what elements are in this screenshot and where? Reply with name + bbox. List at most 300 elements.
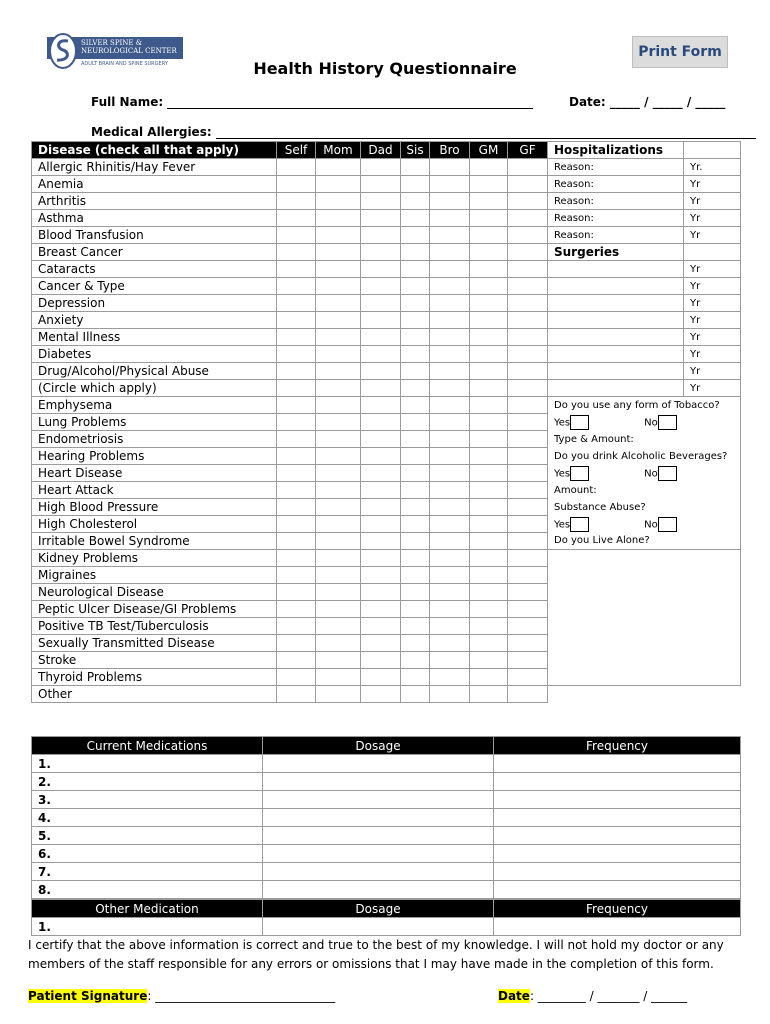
table-row (32, 244, 548, 261)
check-cell-dad[interactable] (361, 193, 401, 210)
check-cell-bro[interactable] (430, 397, 470, 414)
substance-yes-checkbox[interactable] (570, 517, 589, 532)
check-cell-sis[interactable] (401, 159, 430, 176)
check-cell-mom[interactable] (316, 482, 361, 499)
check-cell-gm[interactable] (470, 278, 508, 295)
alcohol-yes-checkbox[interactable] (570, 466, 589, 481)
frequency-field[interactable] (494, 863, 741, 881)
dosage-field[interactable] (263, 827, 494, 845)
frequency-field[interactable] (494, 845, 741, 863)
check-cell-gf[interactable] (508, 312, 548, 329)
check-cell-gf[interactable] (508, 533, 548, 550)
check-cell-gf[interactable] (508, 669, 548, 686)
check-cell-gf[interactable] (508, 159, 548, 176)
check-cell-self[interactable] (277, 584, 316, 601)
check-cell-gf[interactable] (508, 516, 548, 533)
surgery-field (548, 261, 684, 278)
check-cell-bro[interactable] (430, 295, 470, 312)
tobacco-no-label: No (644, 417, 658, 428)
check-cell-mom[interactable] (316, 363, 361, 380)
check-cell-bro[interactable] (430, 176, 470, 193)
check-cell-self[interactable] (277, 278, 316, 295)
check-cell-gf[interactable] (508, 176, 548, 193)
check-cell-gm[interactable] (470, 193, 508, 210)
check-cell-dad[interactable] (361, 414, 401, 431)
check-cell-dad[interactable] (361, 380, 401, 397)
check-cell-self[interactable] (277, 601, 316, 618)
check-cell-mom[interactable] (316, 244, 361, 261)
check-cell-mom[interactable] (316, 193, 361, 210)
hosp-year-field[interactable]: Yr (684, 210, 741, 227)
check-cell-bro[interactable] (430, 533, 470, 550)
check-cell-sis[interactable] (401, 686, 430, 703)
check-cell-gf[interactable] (508, 584, 548, 601)
check-cell-bro[interactable] (430, 278, 470, 295)
check-cell-gf[interactable] (508, 618, 548, 635)
check-cell-bro[interactable] (430, 448, 470, 465)
check-cell-gf[interactable] (508, 635, 548, 652)
medication-name-field[interactable]: 5. (32, 827, 263, 845)
check-cell-gm[interactable] (470, 516, 508, 533)
check-cell-self[interactable] (277, 261, 316, 278)
check-cell-mom[interactable] (316, 159, 361, 176)
check-cell-mom[interactable] (316, 312, 361, 329)
check-cell-mom[interactable] (316, 431, 361, 448)
check-cell-gm[interactable] (470, 210, 508, 227)
check-cell-self[interactable] (277, 533, 316, 550)
check-cell-sis[interactable] (401, 499, 430, 516)
check-cell-bro[interactable] (430, 380, 470, 397)
check-cell-bro[interactable] (430, 652, 470, 669)
substance-no-checkbox[interactable] (658, 517, 677, 532)
check-cell-gm[interactable] (470, 244, 508, 261)
check-cell-mom[interactable] (316, 686, 361, 703)
check-cell-dad[interactable] (361, 397, 401, 414)
check-cell-gf[interactable] (508, 601, 548, 618)
check-cell-sis[interactable] (401, 176, 430, 193)
check-cell-dad[interactable] (361, 601, 401, 618)
frequency-field[interactable] (494, 773, 741, 791)
hosp-year-field[interactable]: Yr (684, 193, 741, 210)
alcohol-no-checkbox[interactable] (658, 466, 677, 481)
check-cell-sis[interactable] (401, 601, 430, 618)
check-cell-bro[interactable] (430, 210, 470, 227)
print-form-button[interactable]: Print Form (632, 36, 728, 68)
hosp-year-field[interactable]: Yr. (684, 159, 741, 176)
check-cell-gf[interactable] (508, 465, 548, 482)
check-cell-bro[interactable] (430, 261, 470, 278)
check-cell-bro[interactable] (430, 431, 470, 448)
check-cell-dad[interactable] (361, 210, 401, 227)
check-cell-dad[interactable] (361, 516, 401, 533)
frequency-field[interactable] (494, 809, 741, 827)
check-cell-self[interactable] (277, 295, 316, 312)
frequency-field[interactable] (494, 791, 741, 809)
medication-name-field[interactable]: 8. (32, 881, 263, 899)
surgery-field (548, 295, 684, 312)
check-cell-bro[interactable] (430, 193, 470, 210)
surgery-year-field[interactable]: Yr (684, 380, 741, 397)
check-cell-self[interactable] (277, 414, 316, 431)
check-cell-dad[interactable] (361, 363, 401, 380)
dosage-field[interactable] (263, 881, 494, 899)
check-cell-self[interactable] (277, 210, 316, 227)
check-cell-gm[interactable] (470, 380, 508, 397)
check-cell-gf[interactable] (508, 482, 548, 499)
check-cell-mom[interactable] (316, 584, 361, 601)
check-cell-sis[interactable] (401, 210, 430, 227)
check-cell-gf[interactable] (508, 210, 548, 227)
check-cell-gm[interactable] (470, 414, 508, 431)
surgery-year-field[interactable]: Yr (684, 346, 741, 363)
check-cell-mom[interactable] (316, 550, 361, 567)
check-cell-gm[interactable] (470, 448, 508, 465)
check-cell-self[interactable] (277, 567, 316, 584)
check-cell-gf[interactable] (508, 499, 548, 516)
table-row (32, 686, 548, 703)
check-cell-gm[interactable] (470, 482, 508, 499)
check-cell-sis[interactable] (401, 652, 430, 669)
check-cell-mom[interactable] (316, 414, 361, 431)
check-cell-mom[interactable] (316, 329, 361, 346)
check-cell-gm[interactable] (470, 176, 508, 193)
check-cell-self[interactable] (277, 550, 316, 567)
medication-name-field[interactable]: 3. (32, 791, 263, 809)
check-cell-bro[interactable] (430, 482, 470, 499)
table-row (32, 533, 548, 550)
check-cell-mom[interactable] (316, 380, 361, 397)
check-cell-sis[interactable] (401, 346, 430, 363)
check-cell-gm[interactable] (470, 686, 508, 703)
check-cell-bro[interactable] (430, 584, 470, 601)
check-cell-sis[interactable] (401, 227, 430, 244)
check-cell-bro[interactable] (430, 686, 470, 703)
check-cell-mom[interactable] (316, 652, 361, 669)
full-name-label: Full Name: (91, 95, 164, 109)
check-cell-dad[interactable] (361, 550, 401, 567)
check-cell-sis[interactable] (401, 414, 430, 431)
check-cell-sis[interactable] (401, 295, 430, 312)
check-cell-sis[interactable] (401, 278, 430, 295)
check-cell-sis[interactable] (401, 584, 430, 601)
check-cell-dad[interactable] (361, 278, 401, 295)
check-cell-gm[interactable] (470, 584, 508, 601)
col-header-dad: Dad (361, 142, 401, 159)
check-cell-dad[interactable] (361, 227, 401, 244)
dosage-field[interactable] (263, 918, 494, 936)
check-cell-mom[interactable] (316, 176, 361, 193)
check-cell-dad[interactable] (361, 159, 401, 176)
check-cell-mom[interactable] (316, 465, 361, 482)
check-cell-dad[interactable] (361, 635, 401, 652)
check-cell-dad[interactable] (361, 499, 401, 516)
check-cell-self[interactable] (277, 363, 316, 380)
check-cell-self[interactable] (277, 312, 316, 329)
check-cell-gm[interactable] (470, 669, 508, 686)
check-cell-self[interactable] (277, 193, 316, 210)
check-cell-gf[interactable] (508, 261, 548, 278)
dosage-field[interactable] (263, 791, 494, 809)
check-cell-sis[interactable] (401, 669, 430, 686)
check-cell-mom[interactable] (316, 278, 361, 295)
check-cell-mom[interactable] (316, 618, 361, 635)
frequency-field[interactable] (494, 918, 741, 936)
table-row (32, 584, 548, 601)
hosp-reason-field: Reason: (548, 227, 684, 244)
check-cell-gm[interactable] (470, 567, 508, 584)
hospitalizations-blank[interactable] (684, 142, 741, 159)
check-cell-dad[interactable] (361, 652, 401, 669)
check-cell-sis[interactable] (401, 448, 430, 465)
check-cell-gf[interactable] (508, 363, 548, 380)
check-cell-sis[interactable] (401, 482, 430, 499)
check-cell-sis[interactable] (401, 516, 430, 533)
surgery-year-field[interactable]: Yr (684, 329, 741, 346)
check-cell-sis[interactable] (401, 431, 430, 448)
check-cell-dad[interactable] (361, 295, 401, 312)
check-cell-self[interactable] (277, 159, 316, 176)
surgery-year-field[interactable]: Yr (684, 363, 741, 380)
check-cell-gm[interactable] (470, 227, 508, 244)
check-cell-bro[interactable] (430, 465, 470, 482)
hosp-year-field[interactable]: Yr (684, 176, 741, 193)
check-cell-bro[interactable] (430, 567, 470, 584)
check-cell-sis[interactable] (401, 363, 430, 380)
check-cell-mom[interactable] (316, 210, 361, 227)
dosage-header: Dosage (263, 737, 494, 755)
check-cell-gf[interactable] (508, 227, 548, 244)
check-cell-mom[interactable] (316, 448, 361, 465)
check-cell-gf[interactable] (508, 397, 548, 414)
check-cell-sis[interactable] (401, 312, 430, 329)
medication-name-field[interactable]: 1. (32, 755, 263, 773)
check-cell-bro[interactable] (430, 329, 470, 346)
check-cell-gf[interactable] (508, 346, 548, 363)
check-cell-gf[interactable] (508, 567, 548, 584)
check-cell-dad[interactable] (361, 482, 401, 499)
check-cell-gm[interactable] (470, 533, 508, 550)
check-cell-gf[interactable] (508, 431, 548, 448)
disease-name: Asthma (32, 210, 277, 227)
check-cell-dad[interactable] (361, 244, 401, 261)
check-cell-sis[interactable] (401, 329, 430, 346)
check-cell-sis[interactable] (401, 397, 430, 414)
check-cell-self[interactable] (277, 448, 316, 465)
check-cell-gf[interactable] (508, 278, 548, 295)
check-cell-self[interactable] (277, 380, 316, 397)
medication-name-field[interactable]: 6. (32, 845, 263, 863)
check-cell-gf[interactable] (508, 329, 548, 346)
table-row (32, 652, 548, 669)
check-cell-sis[interactable] (401, 244, 430, 261)
check-cell-sis[interactable] (401, 635, 430, 652)
full-name-field[interactable] (167, 95, 533, 109)
check-cell-gm[interactable] (470, 261, 508, 278)
check-cell-mom[interactable] (316, 533, 361, 550)
check-cell-dad[interactable] (361, 346, 401, 363)
disease-name: Depression (32, 295, 277, 312)
check-cell-dad[interactable] (361, 176, 401, 193)
check-cell-self[interactable] (277, 465, 316, 482)
check-cell-sis[interactable] (401, 465, 430, 482)
check-cell-self[interactable] (277, 244, 316, 261)
check-cell-mom[interactable] (316, 346, 361, 363)
medication-name-field[interactable]: 2. (32, 773, 263, 791)
check-cell-bro[interactable] (430, 499, 470, 516)
check-cell-dad[interactable] (361, 312, 401, 329)
tobacco-question: Do you use any form of Tobacco? (554, 399, 720, 411)
check-cell-gf[interactable] (508, 380, 548, 397)
frequency-field[interactable] (494, 827, 741, 845)
check-cell-self[interactable] (277, 686, 316, 703)
check-cell-bro[interactable] (430, 601, 470, 618)
check-cell-sis[interactable] (401, 550, 430, 567)
check-cell-bro[interactable] (430, 550, 470, 567)
check-cell-self[interactable] (277, 329, 316, 346)
hosp-year-field[interactable]: Yr (684, 227, 741, 244)
check-cell-sis[interactable] (401, 567, 430, 584)
check-cell-dad[interactable] (361, 669, 401, 686)
surgery-year-field[interactable]: Yr (684, 295, 741, 312)
check-cell-gf[interactable] (508, 193, 548, 210)
check-cell-dad[interactable] (361, 448, 401, 465)
check-cell-gm[interactable] (470, 431, 508, 448)
check-cell-dad[interactable] (361, 329, 401, 346)
check-cell-self[interactable] (277, 431, 316, 448)
check-cell-gm[interactable] (470, 329, 508, 346)
check-cell-self[interactable] (277, 652, 316, 669)
check-cell-mom[interactable] (316, 261, 361, 278)
check-cell-gm[interactable] (470, 363, 508, 380)
allergies-field[interactable] (216, 125, 756, 139)
frequency-field[interactable] (494, 881, 741, 899)
check-cell-gm[interactable] (470, 601, 508, 618)
patient-signature-field[interactable]: : ______________________________ (147, 989, 336, 1003)
check-cell-self[interactable] (277, 397, 316, 414)
check-cell-self[interactable] (277, 482, 316, 499)
surgery-year-field[interactable]: Yr (684, 261, 741, 278)
check-cell-mom[interactable] (316, 635, 361, 652)
check-cell-dad[interactable] (361, 567, 401, 584)
substance-row-cell (548, 499, 741, 516)
table-row (32, 278, 548, 295)
check-cell-sis[interactable] (401, 533, 430, 550)
check-cell-mom[interactable] (316, 397, 361, 414)
check-cell-dad[interactable] (361, 533, 401, 550)
check-cell-sis[interactable] (401, 380, 430, 397)
check-cell-gm[interactable] (470, 499, 508, 516)
check-cell-self[interactable] (277, 176, 316, 193)
check-cell-gm[interactable] (470, 346, 508, 363)
dosage-field[interactable] (263, 845, 494, 863)
check-cell-gm[interactable] (470, 312, 508, 329)
check-cell-sis[interactable] (401, 193, 430, 210)
check-cell-gf[interactable] (508, 414, 548, 431)
check-cell-self[interactable] (277, 227, 316, 244)
check-cell-bro[interactable] (430, 346, 470, 363)
check-cell-gm[interactable] (470, 397, 508, 414)
check-cell-gm[interactable] (470, 550, 508, 567)
check-cell-gf[interactable] (508, 448, 548, 465)
dosage-field[interactable] (263, 773, 494, 791)
date-row (569, 95, 725, 109)
check-cell-gm[interactable] (470, 635, 508, 652)
check-cell-gm[interactable] (470, 159, 508, 176)
check-cell-dad[interactable] (361, 686, 401, 703)
check-cell-gf[interactable] (508, 652, 548, 669)
check-cell-mom[interactable] (316, 516, 361, 533)
check-cell-dad[interactable] (361, 618, 401, 635)
check-cell-self[interactable] (277, 635, 316, 652)
table-row (32, 516, 548, 533)
hospitalizations-title: Hospitalizations (548, 142, 684, 159)
check-cell-gm[interactable] (470, 652, 508, 669)
check-cell-gf[interactable] (508, 550, 548, 567)
check-cell-bro[interactable] (430, 227, 470, 244)
col-header-self: Self (277, 142, 316, 159)
dosage-field[interactable] (263, 863, 494, 881)
check-cell-bro[interactable] (430, 516, 470, 533)
check-cell-bro[interactable] (430, 312, 470, 329)
medication-name-field[interactable]: 7. (32, 863, 263, 881)
check-cell-mom[interactable] (316, 295, 361, 312)
check-cell-gm[interactable] (470, 618, 508, 635)
dosage-field[interactable] (263, 755, 494, 773)
check-cell-dad[interactable] (361, 261, 401, 278)
check-cell-dad[interactable] (361, 465, 401, 482)
check-cell-bro[interactable] (430, 244, 470, 261)
check-cell-gm[interactable] (470, 295, 508, 312)
dosage-field[interactable] (263, 809, 494, 827)
tobacco-no-checkbox[interactable] (658, 415, 677, 430)
medication-name-field[interactable]: 4. (32, 809, 263, 827)
check-cell-mom[interactable] (316, 601, 361, 618)
surgery-year-field[interactable]: Yr (684, 278, 741, 295)
disease-name: Diabetes (32, 346, 277, 363)
check-cell-self[interactable] (277, 669, 316, 686)
frequency-field[interactable] (494, 755, 741, 773)
check-cell-bro[interactable] (430, 618, 470, 635)
surgery-year-field[interactable]: Yr (684, 312, 741, 329)
check-cell-self[interactable] (277, 499, 316, 516)
check-cell-bro[interactable] (430, 635, 470, 652)
check-cell-bro[interactable] (430, 669, 470, 686)
medication-name-field[interactable]: 1. (32, 918, 263, 936)
check-cell-mom[interactable] (316, 227, 361, 244)
surgeries-blank[interactable] (684, 244, 741, 261)
check-cell-sis[interactable] (401, 261, 430, 278)
check-cell-self[interactable] (277, 346, 316, 363)
check-cell-dad[interactable] (361, 431, 401, 448)
check-cell-bro[interactable] (430, 414, 470, 431)
check-cell-mom[interactable] (316, 499, 361, 516)
check-cell-gf[interactable] (508, 295, 548, 312)
check-cell-mom[interactable] (316, 567, 361, 584)
check-cell-mom[interactable] (316, 669, 361, 686)
check-cell-gf[interactable] (508, 244, 548, 261)
check-cell-bro[interactable] (430, 363, 470, 380)
check-cell-bro[interactable] (430, 159, 470, 176)
check-cell-gf[interactable] (508, 686, 548, 703)
check-cell-self[interactable] (277, 618, 316, 635)
check-cell-dad[interactable] (361, 584, 401, 601)
check-cell-gm[interactable] (470, 465, 508, 482)
date-field[interactable]: _____ / _____ / _____ (609, 95, 726, 109)
check-cell-self[interactable] (277, 516, 316, 533)
tobacco-yes-checkbox[interactable] (570, 415, 589, 430)
signature-date-field[interactable]: : ________ / _______ / ______ (529, 989, 688, 1003)
check-cell-sis[interactable] (401, 618, 430, 635)
